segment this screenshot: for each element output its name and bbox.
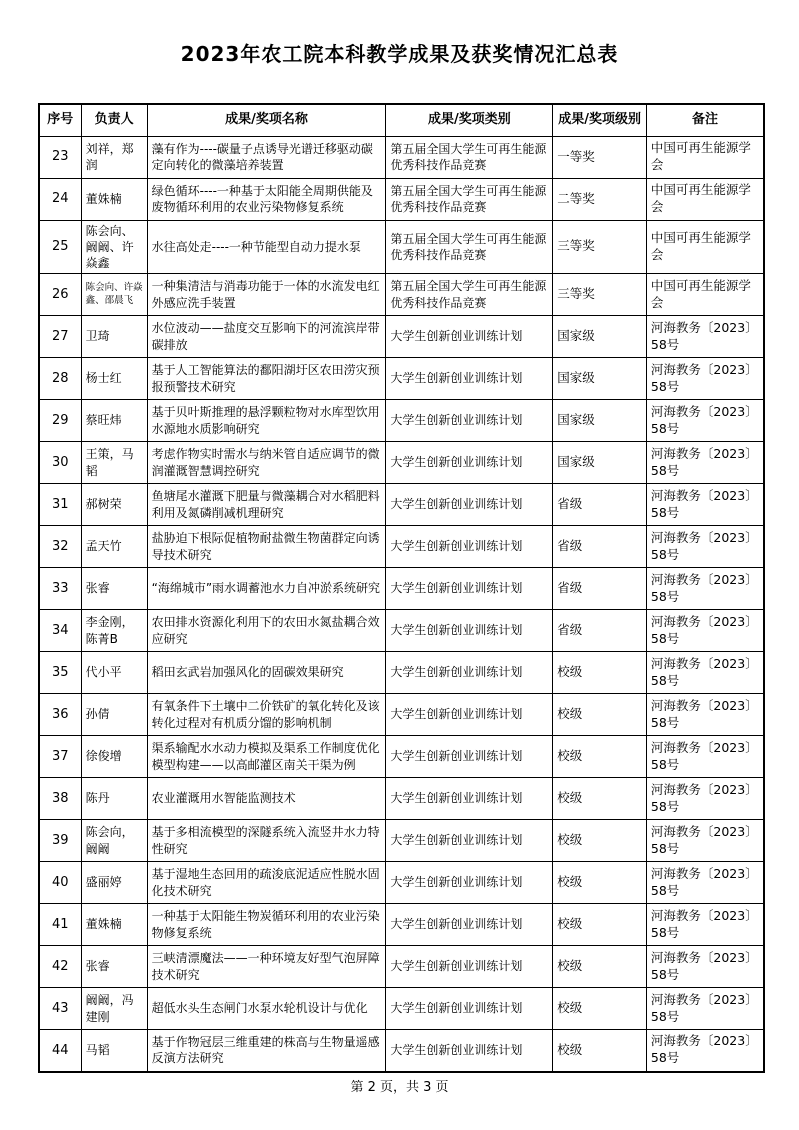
table-row xyxy=(39,484,764,526)
cell-achievement-level: 校级 xyxy=(553,694,647,736)
cell-person-in-charge: 董姝楠 xyxy=(81,904,147,946)
cell-achievement-name: 鱼塘尾水灌溉下肥量与微藻耦合对水稻肥料利用及氮磷削减机理研究 xyxy=(147,484,386,526)
cell-serial-number: 42 xyxy=(39,946,81,988)
cell-achievement-level: 校级 xyxy=(553,778,647,820)
table-row xyxy=(39,652,764,694)
cell-achievement-level: 省级 xyxy=(553,484,647,526)
cell-achievement-name: 水位波动——盐度交互影响下的河流滨岸带碳排放 xyxy=(147,316,386,358)
cell-achievement-category: 大学生创新创业训练计划 xyxy=(386,1030,553,1072)
cell-serial-number: 26 xyxy=(39,274,81,316)
cell-person-in-charge: 陈丹 xyxy=(81,778,147,820)
cell-person-in-charge: 陈会向、阚阚、许焱鑫 xyxy=(81,220,147,274)
cell-remarks: 河海教务〔2023〕58号 xyxy=(646,358,764,400)
cell-achievement-level: 一等奖 xyxy=(553,136,647,178)
cell-achievement-category: 大学生创新创业训练计划 xyxy=(386,610,553,652)
cell-serial-number: 33 xyxy=(39,568,81,610)
cell-achievement-name: 基于湿地生态回用的疏浚底泥适应性脱水固化技术研究 xyxy=(147,862,386,904)
table-row xyxy=(39,946,764,988)
cell-achievement-name: 超低水头生态闸门水泵水轮机设计与优化 xyxy=(147,988,386,1030)
cell-person-in-charge: 董姝楠 xyxy=(81,178,147,220)
header-serial-number: 序号 xyxy=(39,104,81,136)
cell-achievement-category: 大学生创新创业训练计划 xyxy=(386,778,553,820)
cell-achievement-name: 考虑作物实时需水与纳米管自适应调节的微润灌溉智慧调控研究 xyxy=(147,442,386,484)
table-row xyxy=(39,988,764,1030)
cell-achievement-level: 校级 xyxy=(553,988,647,1030)
table-row xyxy=(39,1030,764,1072)
cell-achievement-level: 省级 xyxy=(553,610,647,652)
cell-achievement-level: 校级 xyxy=(553,1030,647,1072)
table-row xyxy=(39,862,764,904)
table-row xyxy=(39,610,764,652)
cell-person-in-charge: 杨士红 xyxy=(81,358,147,400)
table-row xyxy=(39,442,764,484)
cell-person-in-charge: 孟天竹 xyxy=(81,526,147,568)
cell-person-in-charge: 张睿 xyxy=(81,568,147,610)
cell-serial-number: 27 xyxy=(39,316,81,358)
cell-remarks: 河海教务〔2023〕58号 xyxy=(646,652,764,694)
cell-serial-number: 23 xyxy=(39,136,81,178)
cell-serial-number: 44 xyxy=(39,1030,81,1072)
cell-remarks: 河海教务〔2023〕58号 xyxy=(646,442,764,484)
cell-achievement-level: 校级 xyxy=(553,820,647,862)
cell-achievement-level: 国家级 xyxy=(553,442,647,484)
cell-remarks: 河海教务〔2023〕58号 xyxy=(646,526,764,568)
cell-remarks: 河海教务〔2023〕58号 xyxy=(646,904,764,946)
cell-achievement-name: 基于人工智能算法的鄱阳湖圩区农田涝灾预报预警技术研究 xyxy=(147,358,386,400)
cell-achievement-name: “海绵城市”雨水调蓄池水力自冲淤系统研究 xyxy=(147,568,386,610)
cell-achievement-name: 基于作物冠层三维重建的株高与生物量遥感反演方法研究 xyxy=(147,1030,386,1072)
cell-person-in-charge: 刘祥，郑润 xyxy=(81,136,147,178)
cell-achievement-category: 大学生创新创业训练计划 xyxy=(386,862,553,904)
cell-person-in-charge: 李金刚，陈菁B xyxy=(81,610,147,652)
header-achievement-level: 成果/奖项级别 xyxy=(553,104,647,136)
cell-serial-number: 35 xyxy=(39,652,81,694)
cell-achievement-name: 基于多相流模型的深隧系统入流竖井水力特性研究 xyxy=(147,820,386,862)
cell-serial-number: 43 xyxy=(39,988,81,1030)
cell-person-in-charge: 张睿 xyxy=(81,946,147,988)
cell-serial-number: 31 xyxy=(39,484,81,526)
cell-person-in-charge: 马韬 xyxy=(81,1030,147,1072)
cell-achievement-name: 稻田玄武岩加强风化的固碳效果研究 xyxy=(147,652,386,694)
cell-achievement-category: 第五届全国大学生可再生能源优秀科技作品竞赛 xyxy=(386,274,553,316)
cell-achievement-name: 水往高处走----一种节能型自动力提水泵 xyxy=(147,220,386,274)
cell-achievement-category: 大学生创新创业训练计划 xyxy=(386,736,553,778)
table-row xyxy=(39,820,764,862)
cell-serial-number: 37 xyxy=(39,736,81,778)
cell-achievement-category: 大学生创新创业训练计划 xyxy=(386,946,553,988)
cell-remarks: 河海教务〔2023〕58号 xyxy=(646,694,764,736)
cell-remarks: 河海教务〔2023〕58号 xyxy=(646,862,764,904)
cell-person-in-charge: 王策，马韬 xyxy=(81,442,147,484)
cell-remarks: 河海教务〔2023〕58号 xyxy=(646,1030,764,1072)
cell-remarks: 河海教务〔2023〕58号 xyxy=(646,610,764,652)
cell-serial-number: 34 xyxy=(39,610,81,652)
cell-achievement-name: 三峡清漂魔法——一种环境友好型气泡屏障技术研究 xyxy=(147,946,386,988)
cell-serial-number: 38 xyxy=(39,778,81,820)
cell-person-in-charge: 郝树荣 xyxy=(81,484,147,526)
cell-achievement-level: 三等奖 xyxy=(553,274,647,316)
cell-serial-number: 41 xyxy=(39,904,81,946)
cell-achievement-name: 有氧条件下土壤中二价铁矿的氧化转化及该转化过程对有机质分馏的影响机制 xyxy=(147,694,386,736)
cell-person-in-charge: 阚阚，冯建刚 xyxy=(81,988,147,1030)
cell-person-in-charge: 蔡旺炜 xyxy=(81,400,147,442)
cell-achievement-level: 国家级 xyxy=(553,358,647,400)
cell-achievement-level: 校级 xyxy=(553,862,647,904)
cell-person-in-charge: 盛丽婷 xyxy=(81,862,147,904)
cell-achievement-category: 第五届全国大学生可再生能源优秀科技作品竞赛 xyxy=(386,220,553,274)
cell-achievement-name: 盐胁迫下根际促植物耐盐微生物菌群定向诱导技术研究 xyxy=(147,526,386,568)
cell-serial-number: 32 xyxy=(39,526,81,568)
table-header-row xyxy=(39,104,764,136)
cell-achievement-name: 渠系输配水水动力模拟及渠系工作制度优化模型构建——以高邮灌区南关干渠为例 xyxy=(147,736,386,778)
header-achievement-name: 成果/奖项名称 xyxy=(147,104,386,136)
cell-achievement-name: 一种集清洁与消毒功能于一体的水流发电红外感应洗手装置 xyxy=(147,274,386,316)
cell-remarks: 河海教务〔2023〕58号 xyxy=(646,400,764,442)
cell-remarks: 河海教务〔2023〕58号 xyxy=(646,736,764,778)
cell-achievement-level: 校级 xyxy=(553,904,647,946)
cell-serial-number: 30 xyxy=(39,442,81,484)
cell-achievement-name: 藻有作为----碳量子点诱导光谱迁移驱动碳定向转化的微藻培养装置 xyxy=(147,136,386,178)
cell-achievement-category: 大学生创新创业训练计划 xyxy=(386,442,553,484)
cell-remarks: 中国可再生能源学会 xyxy=(646,220,764,274)
cell-serial-number: 28 xyxy=(39,358,81,400)
cell-achievement-level: 国家级 xyxy=(553,400,647,442)
cell-remarks: 中国可再生能源学会 xyxy=(646,136,764,178)
cell-achievement-category: 大学生创新创业训练计划 xyxy=(386,904,553,946)
table-row xyxy=(39,316,764,358)
cell-remarks: 河海教务〔2023〕58号 xyxy=(646,316,764,358)
cell-achievement-level: 国家级 xyxy=(553,316,647,358)
cell-remarks: 中国可再生能源学会 xyxy=(646,274,764,316)
cell-achievement-category: 第五届全国大学生可再生能源优秀科技作品竞赛 xyxy=(386,178,553,220)
cell-achievement-category: 大学生创新创业训练计划 xyxy=(386,526,553,568)
cell-person-in-charge: 孙倩 xyxy=(81,694,147,736)
cell-achievement-name: 农田排水资源化利用下的农田水氮盐耦合效应研究 xyxy=(147,610,386,652)
table-row xyxy=(39,178,764,220)
cell-serial-number: 29 xyxy=(39,400,81,442)
cell-remarks: 河海教务〔2023〕58号 xyxy=(646,946,764,988)
table-row xyxy=(39,694,764,736)
cell-remarks: 河海教务〔2023〕58号 xyxy=(646,820,764,862)
cell-achievement-level: 省级 xyxy=(553,568,647,610)
cell-serial-number: 40 xyxy=(39,862,81,904)
cell-achievement-category: 大学生创新创业训练计划 xyxy=(386,568,553,610)
cell-serial-number: 36 xyxy=(39,694,81,736)
cell-achievement-level: 校级 xyxy=(553,652,647,694)
cell-achievement-level: 校级 xyxy=(553,946,647,988)
table-row xyxy=(39,526,764,568)
page-number-footer: 第 2 页，共 3 页 xyxy=(350,1080,449,1095)
cell-achievement-category: 第五届全国大学生可再生能源优秀科技作品竞赛 xyxy=(386,136,553,178)
cell-achievement-category: 大学生创新创业训练计划 xyxy=(386,484,553,526)
table-body xyxy=(39,136,764,1072)
cell-person-in-charge: 卫琦 xyxy=(81,316,147,358)
cell-achievement-level: 校级 xyxy=(553,736,647,778)
cell-achievement-category: 大学生创新创业训练计划 xyxy=(386,400,553,442)
cell-person-in-charge: 陈会向、许焱鑫、邵晨飞 xyxy=(81,274,147,316)
cell-remarks: 中国可再生能源学会 xyxy=(646,178,764,220)
cell-achievement-category: 大学生创新创业训练计划 xyxy=(386,988,553,1030)
header-person-in-charge: 负责人 xyxy=(81,104,147,136)
cell-remarks: 河海教务〔2023〕58号 xyxy=(646,988,764,1030)
cell-achievement-category: 大学生创新创业训练计划 xyxy=(386,694,553,736)
cell-serial-number: 24 xyxy=(39,178,81,220)
cell-remarks: 河海教务〔2023〕58号 xyxy=(646,484,764,526)
table-row xyxy=(39,904,764,946)
header-remarks: 备注 xyxy=(646,104,764,136)
table-row xyxy=(39,136,764,178)
cell-achievement-category: 大学生创新创业训练计划 xyxy=(386,652,553,694)
cell-achievement-name: 基于贝叶斯推理的悬浮颗粒物对水库型饮用水源地水质影响研究 xyxy=(147,400,386,442)
table-row xyxy=(39,274,764,316)
cell-achievement-level: 二等奖 xyxy=(553,178,647,220)
cell-achievement-name: 农业灌溉用水智能监测技术 xyxy=(147,778,386,820)
cell-person-in-charge: 陈会向，阚阚 xyxy=(81,820,147,862)
cell-achievement-category: 大学生创新创业训练计划 xyxy=(386,358,553,400)
table-row xyxy=(39,778,764,820)
cell-achievement-level: 省级 xyxy=(553,526,647,568)
cell-achievement-level: 三等奖 xyxy=(553,220,647,274)
cell-remarks: 河海教务〔2023〕58号 xyxy=(646,568,764,610)
cell-serial-number: 39 xyxy=(39,820,81,862)
table-row xyxy=(39,568,764,610)
table-row xyxy=(39,220,764,274)
table-row xyxy=(39,400,764,442)
cell-achievement-category: 大学生创新创业训练计划 xyxy=(386,820,553,862)
cell-person-in-charge: 徐俊增 xyxy=(81,736,147,778)
cell-remarks: 河海教务〔2023〕58号 xyxy=(646,778,764,820)
awards-summary-table xyxy=(38,103,765,1073)
table-row xyxy=(39,358,764,400)
table-header xyxy=(39,104,764,136)
cell-achievement-name: 绿色循环----一种基于太阳能全周期供能及废物循环利用的农业污染物修复系统 xyxy=(147,178,386,220)
page-title: 2023年农工院本科教学成果及获奖情况汇总表 xyxy=(180,42,619,66)
cell-person-in-charge: 代小平 xyxy=(81,652,147,694)
header-achievement-category: 成果/奖项类别 xyxy=(386,104,553,136)
cell-achievement-name: 一种基于太阳能生物炭循环利用的农业污染物修复系统 xyxy=(147,904,386,946)
cell-serial-number: 25 xyxy=(39,220,81,274)
table-row xyxy=(39,736,764,778)
cell-achievement-category: 大学生创新创业训练计划 xyxy=(386,316,553,358)
